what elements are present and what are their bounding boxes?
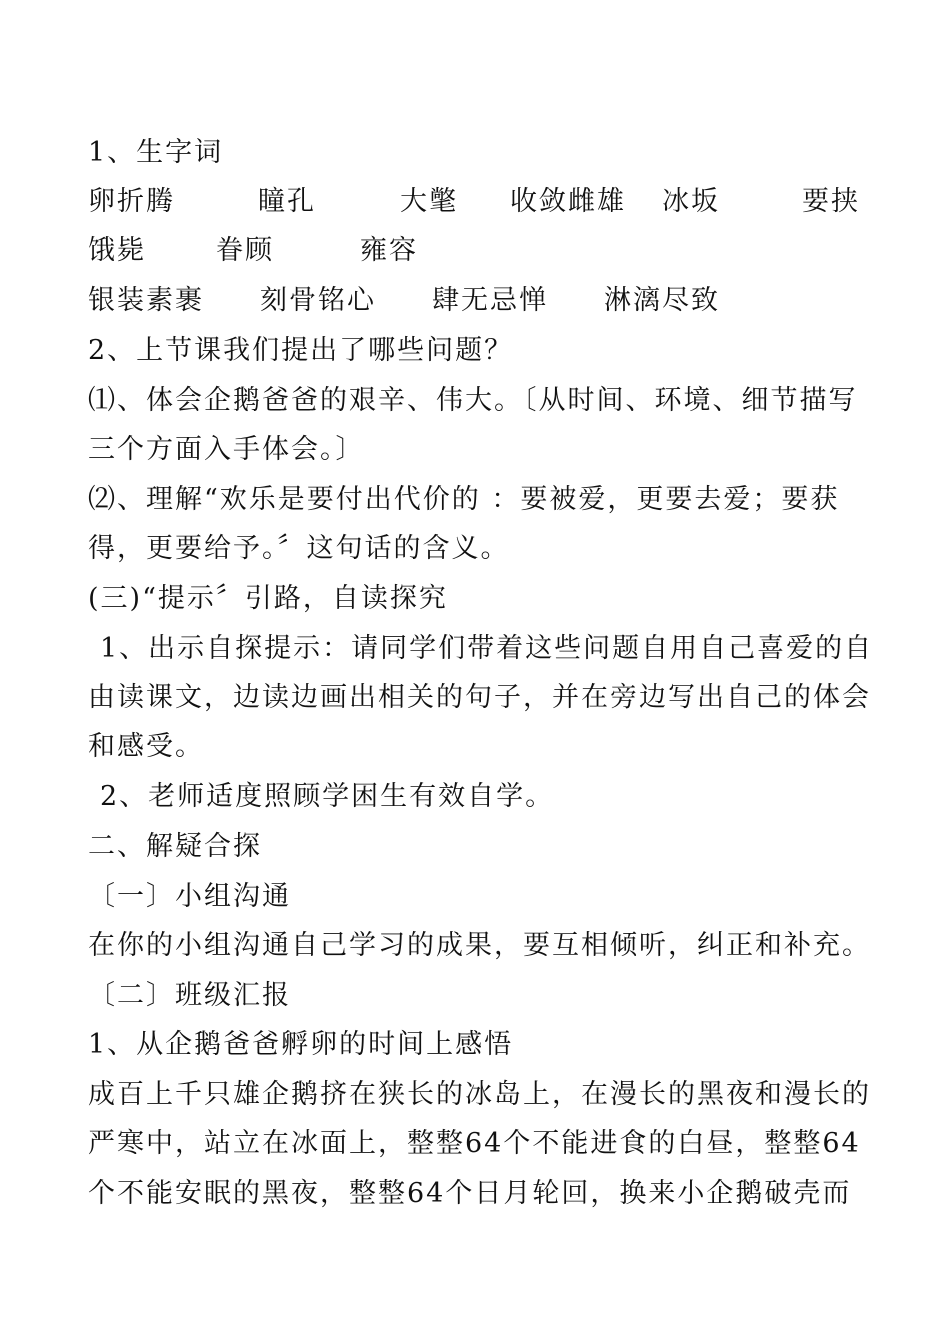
vocab-word: 刻骨铭心 <box>260 285 376 316</box>
vocab-word: 肆无忌惮 <box>432 285 548 316</box>
paragraph-line: 严寒中，站立在冰面上，整整64个不能进食的白昼，整整64 <box>88 1128 861 1159</box>
vocab-word: 冰坂 <box>662 186 720 217</box>
heading-vocabulary: 1、生字词 <box>88 137 224 168</box>
paragraph-line: ⑴、体会企鹅爸爸的艰辛、伟大。〔从时间、环境、细节描写 <box>88 385 858 416</box>
vocab-row-3 <box>88 281 868 321</box>
subsection-heading: 〔二〕班级汇报 <box>88 980 291 1011</box>
vocab-row-1 <box>88 182 868 222</box>
vocab-word: 收敛雌雄 <box>510 186 626 217</box>
paragraph-line: ⑵、理解“欢乐是要付出代价的 ：要被爱，更要去爱；要获 <box>88 484 840 515</box>
vocab-word: 瞳孔 <box>258 186 316 217</box>
vocab-word: 卵折腾 <box>88 186 175 217</box>
vocab-word: 雍容 <box>360 235 418 266</box>
section-heading: 二、解疑合探 <box>88 831 262 862</box>
section-heading: (三)“提示〞引路，自读探究 <box>88 583 448 614</box>
paragraph-line: 成百上千只雄企鹅挤在狭长的冰岛上，在漫长的黑夜和漫长的 <box>88 1079 871 1110</box>
paragraph-line: 得，更要给予。〞这句话的含义。 <box>88 533 510 564</box>
paragraph-line: 1、从企鹅爸爸孵卵的时间上感悟 <box>88 1029 514 1060</box>
paragraph-line: 和感受。 <box>88 731 204 762</box>
paragraph-line: 在你的小组沟通自己学习的成果，要互相倾听，纠正和补充。 <box>88 930 871 961</box>
vocab-word: 要挟 <box>802 186 860 217</box>
paragraph-line: 由读课文，边读边画出相关的句子，并在旁边写出自己的体会 <box>88 682 871 713</box>
paragraph-line: 2、老师适度照顾学困生有效自学。 <box>100 781 555 812</box>
vocab-word: 淋漓尽致 <box>604 285 720 316</box>
vocab-word: 银装素裹 <box>88 285 204 316</box>
paragraph-line: 三个方面入手体会。〕 <box>88 434 365 465</box>
question-heading: 2、上节课我们提出了哪些问题？ <box>88 335 514 366</box>
subsection-heading: 〔一〕小组沟通 <box>88 881 291 912</box>
vocab-row-2 <box>88 231 868 271</box>
vocab-word: 大氅 <box>400 186 458 217</box>
vocab-word: 饿毙 <box>88 235 146 266</box>
vocab-word: 眷顾 <box>216 235 274 266</box>
paragraph-line: 1、出示自探提示：请同学们带着这些问题自用自己喜爱的自 <box>100 633 874 664</box>
paragraph-line: 个不能安眠的黑夜，整整64个日月轮回，换来小企鹅破壳而 <box>88 1178 852 1209</box>
